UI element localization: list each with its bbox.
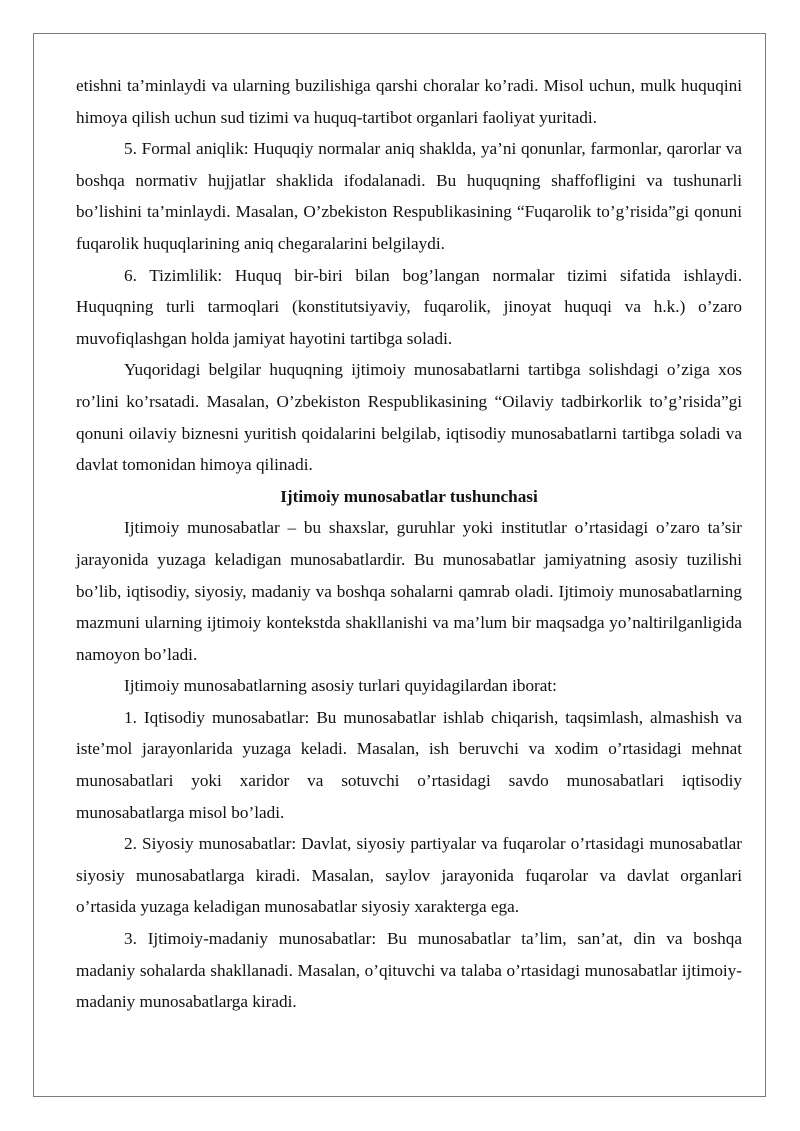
paragraph-political: 2. Siyosiy munosabatlar: Davlat, siyosiy partiyalar va fuqarolar o’rtasidagi munosabatlar siyosiy munosabatlarga kiradi. Masalan, saylov jarayonida fuqarolar va davlat organlari o’rtasida yuzaga keladigan munosabatlar siyosiy xarakterga ega. xyxy=(76,834,742,917)
paragraph-types-intro: Ijtimoiy munosabatlarning asosiy turlari quyidagilardan iborat: xyxy=(124,676,557,696)
paragraph-tizimlilik: 6. Tizimlilik: Huquq bir-biri bilan bog’langan normalar tizimi sifatida ishlaydi. Huquqning turli tarmoqlari (konstitutsiyaviy, fuqarolik, jinoyat huquqi va h.k.) o’zaro muvofiqlashgan holda jamiyat hayotini tartibga soladi. xyxy=(76,265,742,348)
paragraph-sociocultural: 3. Ijtimoiy-madaniy munosabatlar: Bu munosabatlar ta’lim, san’at, din va boshqa madaniy sohalarda shakllanadi. Masalan, o’qituvchi va talaba o’rtasidagi munosabatlar ijtimoiy-madaniy munosabatlarga kiradi. xyxy=(76,929,742,1012)
paragraph-summary: Yuqoridagi belgilar huquqning ijtimoiy munosabatlarni tartibga solishdagi o’ziga xos ro’lini ko’rsatadi. Masalan, O’zbekiston Respublikasining “Oilaviy tadbirkorlik to’g’risida”gi qonuni oilaviy biznesni yuritish qoidalarini belgilab, iqtisodiy munosabatlarni tartibga soladi va davlat tomonidan himoya qilinadi. xyxy=(76,360,742,475)
paragraph-definition: Ijtimoiy munosabatlar – bu shaxslar, guruhlar yoki institutlar o’rtasidagi o’zaro ta’sir jarayonida yuzaga keladigan munosabatlardir. Bu munosabatlar jamiyatning asosiy tuzilishi bo’lib, iqtisodiy, siyosiy, madaniy va boshqa sohalarni qamrab oladi. Ijtimoiy munosabatlarning mazmuni ularning ijtimoiy kontekstda shakllanishi va ma’lum bir maqsadga yo’naltirilganligida namoyon bo’ladi. xyxy=(76,518,742,664)
paragraph-continuation: etishni ta’minlaydi va ularning buzilishiga qarshi choralar ko’radi. Misol uchun, mulk huquqini himoya qilish uchun sud tizimi va huquq-tartibot organlari faoliyat yuritadi. xyxy=(76,76,742,127)
paragraph-economic: 1. Iqtisodiy munosabatlar: Bu munosabatlar ishlab chiqarish, taqsimlash, almashish va iste’mol jarayonlarida yuzaga keladi. Masalan, ish beruvchi va xodim o’rtasidagi mehnat munosabatlari yoki xaridor va sotuvchi o’rtasidagi savdo munosabatlari iqtisodiy munosabatlarga misol bo’ladi. xyxy=(76,707,742,822)
paragraph-formal-aniqlik: 5. Formal aniqlik: Huquqiy normalar aniq shaklda, ya’ni qonunlar, farmonlar, qarorlar va boshqa normativ hujjatlar shaklida ifodalanadi. Bu huquqning shaffofligini va tushunarli bo’lishini ta’minlaydi. Masalan, O’zbekiston Respublikasining “Fuqarolik to’g’risida”gi qonuni fuqarolik huquqlarining aniq chegaralarini belgilaydi. xyxy=(76,139,742,253)
section-heading: Ijtimoiy munosabatlar tushunchasi xyxy=(280,486,538,506)
document-body xyxy=(76,70,742,1018)
